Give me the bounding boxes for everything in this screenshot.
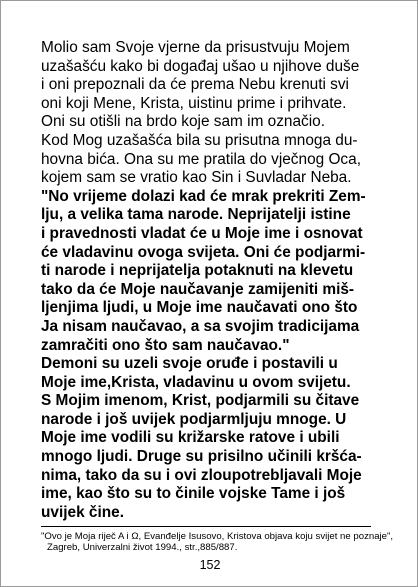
text-line: uvijek čine. [41, 503, 124, 521]
text-line: i oni prepoznali da će prema Nebu krenuti svi [41, 76, 349, 94]
paragraph-bold [41, 188, 386, 523]
paragraph-regular [41, 39, 386, 188]
text-line: Oni su otišli na brdo koje sam im označio. [41, 113, 325, 131]
page-number: 152 [199, 558, 221, 572]
text-line: "No vrijeme dolazi kad će mrak prekriti Zem- [41, 187, 366, 205]
text-line: oni koji Mene, Krista, uistinu prime i prihvate. [41, 94, 347, 112]
text-line: Ja nisam naučavao, a sa svojim tradicijama [41, 317, 360, 335]
text-line: lju, a velika tama narode. Neprijatelji istine [41, 206, 351, 224]
text-line: ti narode i neprijatelja potaknuti na klevetu [41, 262, 354, 280]
text-line: će vladavinu ovoga svijeta. Oni će podjarmi- [41, 243, 366, 261]
text-line: S Mojim imenom, Krist, podjarmili su čitave [41, 392, 360, 410]
text-line: Demoni su uzeli svoje oruđe i postavili u [41, 355, 338, 373]
text-line: narode i još uvijek podjarmljuju mnoge. U [41, 410, 347, 428]
text-line: hovna bića. Ona su me pratila do vječnog Oca, [41, 150, 361, 168]
text-line: zamračiti ono što sam naučavao." [41, 336, 290, 354]
text-line: Molio sam Svoje vjerne da prisustvuju Mojem [41, 39, 350, 56]
footnote [41, 531, 411, 554]
text-line: tako da će Moje naučavanje zamijeniti miš- [41, 280, 355, 298]
text-line: i pravednosti vladat će u Moje ime i osnovat [41, 224, 363, 242]
body-text [41, 39, 386, 522]
text-line: ljenjima ljudi, u Moje ime naučavati ono što [41, 299, 358, 317]
footnote-divider [41, 526, 371, 527]
text-line: Kod Mog uzašašća bila su prisutna mnoga du- [41, 131, 358, 149]
text-line: nima, tako da su i ovi zloupotrebljavali Moje [41, 466, 362, 484]
text-line: uzašašću kako bi događaj ušao u njihove duše [41, 57, 360, 75]
text-line: Moje ime,Krista, vladavinu u ovom svijetu. [41, 373, 351, 391]
footnote-line: "Ovo je Moja riječ A i Ω, Evanđelje Isusovo, Kristova objava koju svijet ne poznaje", [41, 531, 394, 542]
text-line: kojem sam se vratio kao Sin i Suvladar Neba. [41, 169, 352, 187]
footnote-line: Zagreb, Univerzalni život 1994., str.,885/887. [47, 542, 238, 554]
text-line: Moje ime vodili su križarske ratove i ubili [41, 429, 340, 447]
text-line: ime, kao što su to činile vojske Tame i još [41, 485, 346, 503]
text-line: mnogo ljudi. Druge su prisilno učinili kršća- [41, 448, 362, 466]
